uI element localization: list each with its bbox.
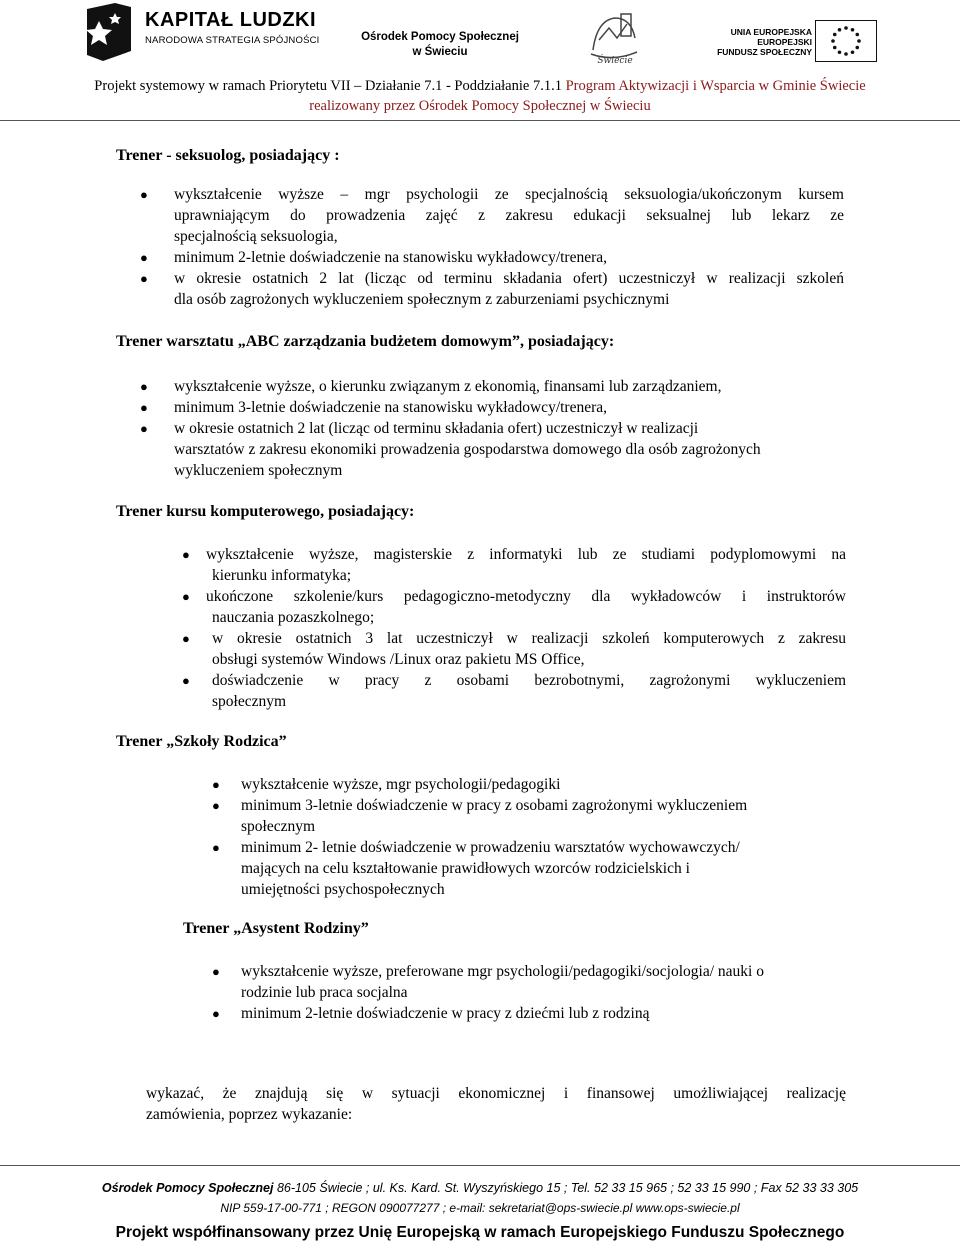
list-item: ● w okresie ostatnich 2 lat (licząc od terminu składania ofert) uczestniczył w realizacji warsztatów z zakresu ekonomiki prowadzenia gospodarstwa domowego dla osób zagrożonych wykluczeniem społecznym bbox=[140, 420, 761, 479]
eu-star-icon bbox=[838, 50, 842, 54]
section-heading-abc: Trener warsztatu „ABC zarządzania budżetem domowym”, posiadający: bbox=[116, 333, 615, 350]
section-list-seksuolog bbox=[140, 184, 844, 310]
list-item: ● wykształcenie wyższe – mgr psychologii ze specjalnością seksuologia/ukończonym kursem uprawniającym do prowadzenia zajęć z zakresu edukacji seksualnej lub lekarz ze specjalnością seksuologia, bbox=[140, 186, 844, 245]
list-item: ● doświadczenie w pracy z osobami bezrobotnymi, zagrożonymi wykluczeniem społecznym bbox=[182, 672, 846, 710]
bullet-icon: ● bbox=[212, 1006, 220, 1021]
bullet-icon: ● bbox=[182, 589, 190, 604]
eu-star-icon bbox=[855, 33, 859, 37]
list-item: ● minimum 2- letnie doświadczenie w prowadzeniu warsztatów wychowawczych/ mających na celu kształtowanie prawidłowych wzorców rodzicielskich i umiejętności psychospołecznych bbox=[212, 839, 740, 898]
list-item: ● wykształcenie wyższe, magisterskie z informatyki lub ze studiami podyplomowymi na kierunku informatyka; bbox=[182, 546, 846, 584]
list-item: ● w okresie ostatnich 2 lat (licząc od terminu składania ofert) uczestniczył w realizacji szkoleń dla osób zagrożonych wykluczeniem społecznym z zaburzeniami psychicznymi bbox=[140, 270, 844, 308]
project-line-1a: Projekt systemowy w ramach Priorytetu VII – Działanie 7.1 - Poddziałanie 7.1.1 bbox=[94, 78, 562, 94]
ops-name-line1: Ośrodek Pomocy Społecznej bbox=[361, 31, 519, 43]
list-item: ● minimum 2-letnie doświadczenie na stanowisku wykładowcy/trenera, bbox=[140, 249, 608, 266]
list-item: ● ukończone szkolenie/kurs pedagogiczno-metodyczny dla wykładowców i instruktorów nauczania pozaszkolnego; bbox=[182, 588, 846, 626]
closing-line2: zamówienia, poprzez wykazanie: bbox=[146, 1106, 353, 1123]
list-item: ● wykształcenie wyższe, mgr psychologii/pedagogiki bbox=[212, 776, 561, 793]
footer-org-name: Ośrodek Pomocy Społecznej bbox=[101, 1181, 274, 1195]
bullet-icon: ● bbox=[140, 421, 148, 436]
kapital-ludzki-emblem-icon bbox=[85, 3, 133, 61]
section-list-asystent-rodziny bbox=[212, 961, 851, 1024]
eu-line3: FUNDUSZ SPOŁECZNY bbox=[717, 47, 812, 57]
section-list-abc bbox=[140, 376, 844, 481]
closing-paragraph bbox=[146, 1083, 846, 1125]
eu-star-icon bbox=[833, 46, 837, 50]
header-divider bbox=[0, 120, 960, 121]
bullet-icon: ● bbox=[140, 271, 148, 286]
eu-star-icon bbox=[838, 28, 842, 32]
project-line-1b: Program Aktywizacji i Wsparcia w Gminie Świecie bbox=[561, 78, 866, 94]
eu-flag-icon bbox=[815, 20, 877, 62]
eu-label bbox=[716, 27, 812, 57]
eu-star-icon bbox=[851, 50, 855, 54]
bullet-icon: ● bbox=[182, 631, 190, 646]
footer-address-text: 86-105 Świecie ; ul. Ks. Kard. St. Wyszyńskiego 15 ; Tel. 52 33 15 965 ; 52 33 15 990 ; Fax 52 33 33 305 bbox=[273, 1181, 859, 1195]
list-item: ● minimum 3-letnie doświadczenie w pracy z osobami zagrożonymi wykluczeniem społecznym bbox=[212, 797, 748, 835]
bullet-icon: ● bbox=[212, 964, 220, 979]
bullet-icon: ● bbox=[140, 250, 148, 265]
bullet-icon: ● bbox=[140, 400, 148, 415]
section-list-szkola-rodzica bbox=[212, 774, 841, 900]
bullet-icon: ● bbox=[212, 798, 220, 813]
eu-line2: EUROPEJSKI bbox=[757, 37, 812, 47]
list-item: ● w okresie ostatnich 3 lat uczestniczył w realizacji szkoleń komputerowych z zakresu obsługi systemów Windows /Linux oraz pakietu MS Office, bbox=[182, 630, 846, 668]
eu-star-icon bbox=[857, 39, 861, 43]
bullet-icon: ● bbox=[212, 840, 220, 855]
list-item: ● wykształcenie wyższe, o kierunku związanym z ekonomią, finansami lub zarządzaniem, bbox=[140, 378, 722, 395]
eu-star-icon bbox=[844, 26, 848, 30]
bullet-icon: ● bbox=[182, 673, 190, 688]
footer-divider bbox=[0, 1165, 960, 1166]
bullet-icon: ● bbox=[182, 547, 190, 562]
footer-address bbox=[0, 1181, 960, 1195]
kapital-ludzki-title: KAPITAŁ LUDZKI bbox=[145, 9, 317, 31]
ops-name bbox=[360, 30, 520, 60]
eu-star-icon bbox=[844, 52, 848, 56]
kapital-ludzki-subtitle: NARODOWA STRATEGIA SPÓJNOŚCI bbox=[145, 35, 320, 46]
ops-name-line2: w Świeciu bbox=[412, 46, 468, 58]
list-item: ● minimum 3-letnie doświadczenie na stanowisku wykładowcy/trenera, bbox=[140, 399, 608, 416]
footer-contact: NIP 559-17-00-771 ; REGON 090077277 ; e-mail: sekretariat@ops-swiecie.pl www.ops-swiecie.pl bbox=[220, 1201, 740, 1215]
section-list-komputerowy bbox=[182, 544, 846, 712]
ops-swiecie-emblem-icon bbox=[585, 10, 643, 66]
bullet-icon: ● bbox=[212, 777, 220, 792]
ops-emblem-text: Świecie bbox=[597, 56, 633, 66]
closing-line1: wykazać, że znajdują się w sytuacji ekonomicznej i finansowej umożliwiającej realizację bbox=[146, 1085, 846, 1102]
section-heading-komputerowy: Trener kursu komputerowego, posiadający: bbox=[116, 503, 415, 520]
project-line-1 bbox=[0, 78, 960, 95]
eu-star-icon bbox=[831, 39, 835, 43]
footer-cofinancing: Projekt współfinansowany przez Unię Europejską w ramach Europejskiego Funduszu Społecznego bbox=[115, 1224, 845, 1241]
eu-line1: UNIA EUROPEJSKA bbox=[730, 27, 812, 37]
eu-star-icon bbox=[833, 33, 837, 37]
list-item: ● wykształcenie wyższe, preferowane mgr psychologii/pedagogiki/socjologia/ nauki o rodzinie lub praca socjalna bbox=[212, 963, 764, 1001]
bullet-icon: ● bbox=[140, 379, 148, 394]
project-line-2: realizowany przez Ośrodek Pomocy Społecznej w Świeciu bbox=[309, 98, 651, 114]
section-heading-asystent-rodziny: Trener „Asystent Rodziny” bbox=[183, 920, 369, 937]
eu-star-icon bbox=[851, 28, 855, 32]
eu-star-icon bbox=[855, 46, 859, 50]
section-heading-szkola-rodzica: Trener „Szkoły Rodzica” bbox=[116, 733, 287, 750]
list-item: ● minimum 2-letnie doświadczenie w pracy z dziećmi lub z rodziną bbox=[212, 1005, 650, 1022]
bullet-icon: ● bbox=[140, 187, 148, 202]
section-heading-seksuolog: Trener - seksuolog, posiadający : bbox=[116, 147, 340, 164]
